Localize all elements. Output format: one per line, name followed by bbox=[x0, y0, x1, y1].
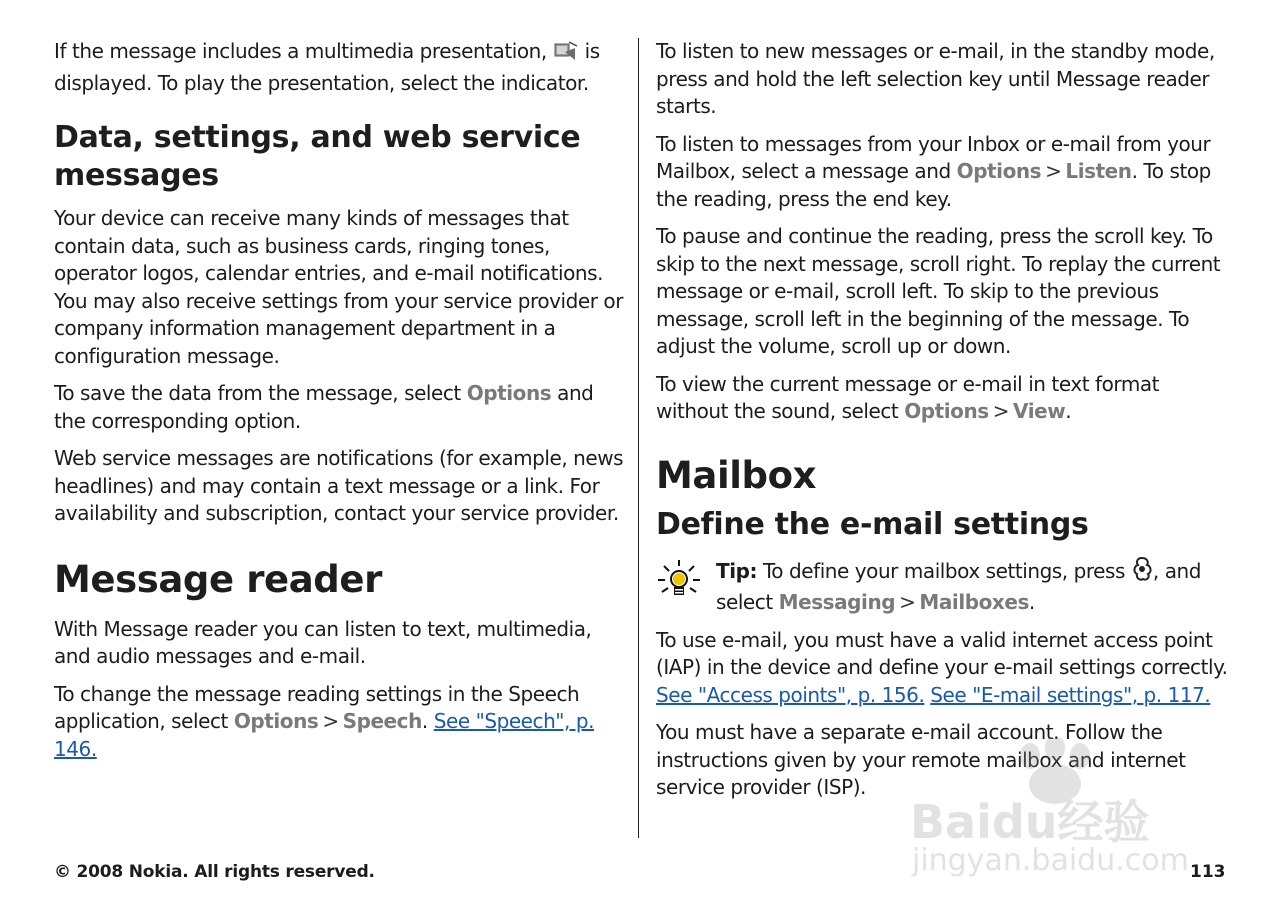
watermark-url: jingyan.baidu.com bbox=[912, 843, 1189, 878]
mailbox-heading: Mailbox bbox=[656, 453, 817, 497]
messaging-label: Messaging bbox=[778, 590, 896, 614]
menu-separator: > bbox=[899, 590, 916, 614]
options-label: Options bbox=[904, 399, 989, 423]
presentation-icon[interactable] bbox=[553, 40, 579, 70]
view-label: View bbox=[1013, 399, 1066, 423]
baidu-watermark bbox=[910, 738, 1210, 878]
reader-paragraph-1: With Message reader you can listen to text, multimedia, and audio messages and e-mail. bbox=[54, 616, 592, 668]
mailboxes-label: Mailboxes bbox=[919, 590, 1029, 614]
menu-separator: > bbox=[992, 399, 1010, 423]
menu-separator: > bbox=[322, 709, 339, 733]
menu-key-icon bbox=[1131, 556, 1153, 590]
data-paragraph-2: To save the data from the message, select Options and the corresponding option. bbox=[54, 381, 594, 433]
data-paragraph-1: Your device can receive many kinds of messages that contain data, such as business cards, ringing tones, operator logos, calendar entries, and e-mail notifications. You may also receive settings from your service provider or company information management department in a configuration message. bbox=[54, 206, 623, 368]
column-divider bbox=[638, 38, 639, 838]
listen-paragraph-1: To listen to new messages or e-mail, in the standby mode, press and hold the left selection key until Message reader starts. bbox=[656, 39, 1215, 118]
lightbulb-icon bbox=[656, 558, 702, 604]
options-label: Options bbox=[956, 159, 1042, 183]
listen-paragraph-2: To listen to messages from your Inbox or e-mail from your Mailbox, select a message and Options > Listen. To stop the reading, press the end key. bbox=[656, 131, 1211, 211]
data-paragraph-3: Web service messages are notifications (for example, news headlines) and may contain a text message or a link. For availability and subscription, contact your service provider. bbox=[54, 446, 624, 525]
define-email-heading: Define the e-mail settings bbox=[656, 506, 1089, 542]
watermark-brand: Baidu经验 bbox=[910, 795, 1150, 849]
listen-label: Listen bbox=[1065, 159, 1132, 183]
pause-paragraph: To pause and continue the reading, press the scroll key. To skip to the next message, scroll right. To replay the current message or e-mail, scroll left. To skip to the previous message, scroll left in the beginning of the message. To adjust the volume, scroll up or down. bbox=[656, 224, 1221, 358]
tip-block bbox=[656, 556, 1230, 617]
page-number: 113 bbox=[1190, 862, 1226, 882]
view-paragraph: To view the current message or e-mail in text format without the sound, select Options > View. bbox=[656, 371, 1160, 423]
email-setup-paragraph: To use e-mail, you must have a valid internet access point (IAP) in the device and define your e-mail settings correctly. See "Access points", p. 156. See "E-mail settings", p. 117. bbox=[656, 627, 1228, 707]
menu-separator: > bbox=[1045, 159, 1062, 183]
tip-text: Tip: To define your mailbox settings, press , and select Messaging > Mailboxes. bbox=[716, 556, 1230, 617]
intro-paragraph: If the message includes a multimedia presentation, is displayed. To play the presentation, select the indicator. bbox=[54, 39, 600, 95]
speech-link[interactable]: See "Speech", p. 146. bbox=[54, 709, 595, 761]
data-settings-heading: Data, settings, and web service messages bbox=[54, 120, 581, 193]
access-points-link[interactable]: See "Access points", p. 156. bbox=[656, 682, 925, 707]
options-label: Options bbox=[233, 709, 319, 733]
reader-paragraph-2: To change the message reading settings in the Speech application, select Options > Speech. See "Speech", p. 146. bbox=[54, 681, 595, 761]
left-column bbox=[54, 38, 626, 773]
message-reader-heading: Message reader bbox=[54, 557, 382, 601]
copyright: © 2008 Nokia. All rights reserved. bbox=[54, 862, 375, 882]
email-settings-link[interactable]: See "E-mail settings", p. 117. bbox=[930, 682, 1211, 707]
speech-label: Speech bbox=[342, 709, 422, 733]
account-paragraph: You must have a separate e-mail account. Follow the instructions given by your remote mailbox and internet service provider (ISP). bbox=[656, 720, 1186, 799]
options-label: Options bbox=[466, 381, 552, 405]
tip-label: Tip: bbox=[716, 558, 758, 583]
right-column bbox=[656, 38, 1230, 812]
